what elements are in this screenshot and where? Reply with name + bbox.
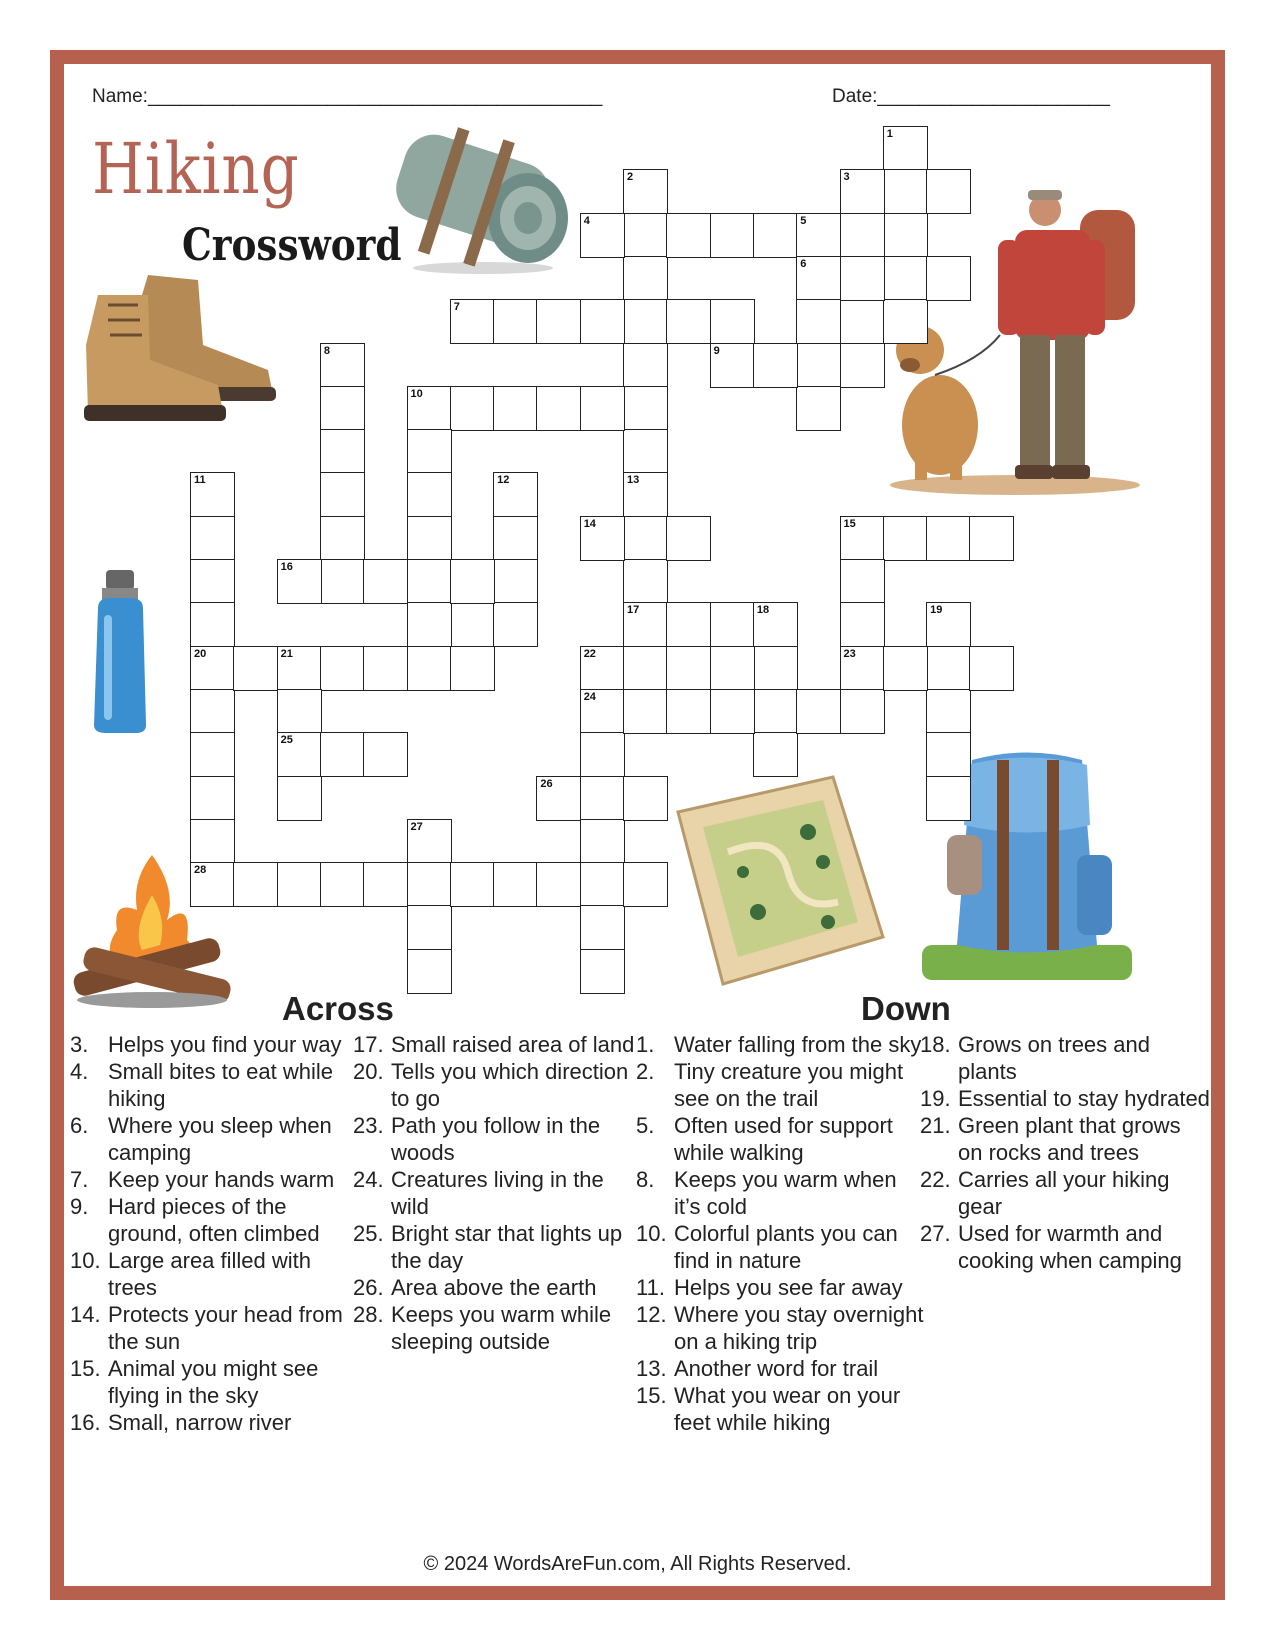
grid-cell[interactable] <box>796 689 841 734</box>
grid-cell[interactable] <box>493 299 538 344</box>
clue-num: 21. <box>920 1113 951 1138</box>
clue-num: 9. <box>70 1194 89 1219</box>
grid-cell[interactable] <box>580 299 625 344</box>
grid-cell[interactable] <box>926 516 971 561</box>
grid-cell[interactable] <box>753 646 798 691</box>
grid-cell[interactable] <box>580 213 625 258</box>
grid-cell[interactable] <box>796 343 841 388</box>
clue-number: 5 <box>800 214 807 227</box>
across-clue <box>70 1301 360 1355</box>
clue-number: 7 <box>453 301 460 314</box>
clue-number: 19 <box>930 604 943 617</box>
grid-cell[interactable] <box>840 169 885 214</box>
clue-text: Creatures living in the wild <box>391 1167 604 1219</box>
grid-cell[interactable] <box>407 602 452 647</box>
grid-cell[interactable] <box>666 516 711 561</box>
clue-num: 27. <box>920 1221 951 1246</box>
grid-cell[interactable] <box>320 343 365 388</box>
grid-cell[interactable] <box>363 559 408 604</box>
across-clue <box>70 1112 360 1166</box>
clue-number: 20 <box>194 647 207 660</box>
down-clue <box>636 1382 926 1436</box>
clue-num: 15. <box>70 1356 101 1381</box>
grid-cell[interactable] <box>666 646 711 691</box>
grid-cell[interactable] <box>710 646 755 691</box>
grid-cell[interactable] <box>233 646 278 691</box>
across-clue <box>70 1031 360 1058</box>
grid-cell[interactable] <box>407 646 452 691</box>
grid-cell[interactable] <box>623 299 668 344</box>
across-clue <box>70 1409 360 1436</box>
down-clue <box>920 1031 1210 1085</box>
grid-cell[interactable] <box>320 386 365 431</box>
trail-map-illustration <box>668 772 893 990</box>
clue-num: 26. <box>353 1275 384 1300</box>
down-clues-col2 <box>920 1031 1210 1274</box>
across-clue <box>353 1031 643 1058</box>
clue-number: 12 <box>497 474 510 487</box>
grid-cell[interactable] <box>623 646 668 691</box>
grid-cell[interactable] <box>536 299 581 344</box>
clue-num: 19. <box>920 1086 951 1111</box>
grid-cell[interactable] <box>753 213 798 258</box>
grid-cell[interactable] <box>536 862 581 907</box>
grid-cell[interactable] <box>753 343 798 388</box>
grid-cell[interactable] <box>926 256 971 301</box>
clue-number: 23 <box>843 647 856 660</box>
clue-text: Hard pieces of the ground, often climbed <box>108 1194 320 1246</box>
grid-cell[interactable] <box>363 646 408 691</box>
clue-text: Where you stay overnight on a hiking trip <box>674 1302 924 1354</box>
clue-number: 16 <box>280 561 293 573</box>
clue-num: 24. <box>353 1167 384 1192</box>
grid-cell[interactable] <box>407 516 452 561</box>
grid-cell[interactable] <box>407 905 452 950</box>
title-crossword: Crossword <box>182 220 402 271</box>
grid-cell[interactable] <box>840 343 885 388</box>
grid-cell[interactable] <box>623 472 668 517</box>
clue-text: What you wear on your feet while hiking <box>674 1383 901 1435</box>
clue-text: Helps you find your way <box>108 1032 342 1057</box>
across-clue <box>70 1247 360 1301</box>
across-clues-col1 <box>70 1031 360 1436</box>
clue-num: 22. <box>920 1167 951 1192</box>
clue-num: 16. <box>70 1410 101 1435</box>
across-clue <box>353 1058 643 1112</box>
grid-cell[interactable] <box>926 732 971 777</box>
clue-text: Animal you might see flying in the sky <box>108 1356 319 1408</box>
clue-text: Small, narrow river <box>108 1410 292 1435</box>
grid-cell[interactable] <box>840 256 885 301</box>
clue-text: Area above the earth <box>391 1275 597 1300</box>
grid-cell[interactable] <box>277 689 322 734</box>
clue-num: 5. <box>636 1113 655 1138</box>
grid-cell[interactable] <box>753 602 798 647</box>
clue-text: Keeps you warm while sleeping outside <box>391 1302 612 1354</box>
grid-cell[interactable] <box>190 646 235 691</box>
clue-num: 4. <box>70 1059 89 1084</box>
grid-cell[interactable] <box>840 516 885 561</box>
clue-num: 8. <box>636 1167 655 1192</box>
clue-num: 6. <box>70 1113 89 1138</box>
grid-cell[interactable] <box>493 386 538 431</box>
grid-cell[interactable] <box>883 213 928 258</box>
grid-cell[interactable] <box>926 689 971 734</box>
grid-cell[interactable] <box>190 559 235 604</box>
grid-cell[interactable] <box>580 732 625 777</box>
grid-cell[interactable] <box>190 862 235 907</box>
across-clue <box>353 1112 643 1166</box>
down-clue <box>920 1166 1210 1220</box>
grid-cell[interactable] <box>580 689 625 734</box>
clue-num: 1. <box>636 1032 655 1057</box>
grid-cell[interactable] <box>580 819 625 864</box>
grid-cell[interactable] <box>623 602 668 647</box>
grid-cell[interactable] <box>883 169 928 214</box>
across-clue <box>353 1166 643 1220</box>
grid-cell[interactable] <box>623 559 668 604</box>
clue-number: 26 <box>540 777 553 790</box>
grid-cell[interactable] <box>320 429 365 474</box>
clue-text: Essential to stay hydrated <box>958 1086 1210 1111</box>
grid-cell[interactable] <box>666 299 711 344</box>
grid-cell[interactable] <box>320 559 365 604</box>
clue-num: 25. <box>353 1221 384 1246</box>
grid-cell[interactable] <box>623 689 668 734</box>
grid-cell[interactable] <box>450 386 495 431</box>
grid-cell[interactable] <box>840 602 885 647</box>
grid-cell[interactable] <box>190 516 235 561</box>
grid-cell[interactable] <box>580 776 625 821</box>
grid-cell[interactable] <box>190 689 235 734</box>
grid-cell[interactable] <box>796 299 841 344</box>
clue-text: Path you follow in the woods <box>391 1113 601 1165</box>
grid-cell[interactable] <box>320 472 365 517</box>
across-heading: Across <box>282 990 394 1027</box>
grid-cell[interactable] <box>536 386 581 431</box>
clue-num: 15. <box>636 1383 667 1408</box>
clue-text: Colorful plants you can find in nature <box>674 1221 898 1273</box>
clue-number: 4 <box>583 214 590 227</box>
clue-num: 17. <box>353 1032 384 1057</box>
down-clue <box>636 1166 926 1220</box>
down-clues-col1 <box>636 1031 926 1436</box>
date-field[interactable]: Date:______________________ <box>832 86 1110 107</box>
grid-cell[interactable] <box>796 213 841 258</box>
clue-number: 27 <box>410 820 423 833</box>
clue-number: 6 <box>800 257 807 270</box>
across-clue <box>70 1355 360 1409</box>
clue-number: 28 <box>194 864 207 877</box>
grid-cell[interactable] <box>623 516 668 561</box>
grid-cell[interactable] <box>623 776 668 821</box>
grid-cell[interactable] <box>710 299 755 344</box>
water-bottle-illustration <box>88 570 153 735</box>
grid-cell[interactable] <box>753 689 798 734</box>
grid-cell[interactable] <box>407 819 452 864</box>
clue-num: 23. <box>353 1113 384 1138</box>
clue-number: 14 <box>583 517 596 530</box>
across-clue <box>70 1193 360 1247</box>
grid-cell[interactable] <box>796 256 841 301</box>
clue-num: 10. <box>70 1248 101 1273</box>
clue-number: 18 <box>756 604 770 617</box>
clue-number: 13 <box>627 474 640 487</box>
grid-cell[interactable] <box>710 602 755 647</box>
grid-cell[interactable] <box>190 776 235 821</box>
clue-number: 25 <box>280 734 293 747</box>
down-clue <box>636 1058 926 1112</box>
grid-cell[interactable] <box>190 819 235 864</box>
clue-num: 11. <box>636 1275 665 1300</box>
name-field[interactable]: Name:___________________________________________ <box>92 86 603 107</box>
clue-text: Tiny creature you might see on the trail <box>674 1059 904 1111</box>
clue-number: 2 <box>627 171 634 184</box>
grid-cell[interactable] <box>926 602 971 647</box>
clue-number: 22 <box>583 647 596 660</box>
clue-text: Keep your hands warm <box>108 1167 335 1192</box>
copyright-footer: © 2024 WordsAreFun.com, All Rights Reserved. <box>423 1553 852 1575</box>
grid-cell[interactable] <box>363 862 408 907</box>
clue-text: Keeps you warm when it’s cold <box>674 1167 897 1219</box>
grid-cell[interactable] <box>493 472 538 517</box>
clue-text: Small bites to eat while hiking <box>108 1059 333 1111</box>
grid-cell[interactable] <box>840 646 885 691</box>
grid-cell[interactable] <box>320 862 365 907</box>
grid-cell[interactable] <box>840 559 885 604</box>
grid-cell[interactable] <box>277 732 322 777</box>
clue-number: 21 <box>280 647 293 660</box>
clue-text: Carries all your hiking gear <box>958 1167 1170 1219</box>
grid-cell[interactable] <box>883 646 928 691</box>
grid-cell[interactable] <box>623 256 668 301</box>
grid-cell[interactable] <box>320 732 365 777</box>
clue-text: Large area filled with trees <box>108 1248 312 1300</box>
grid-cell[interactable] <box>840 689 885 734</box>
grid-cell[interactable] <box>320 516 365 561</box>
down-clue <box>636 1274 926 1301</box>
grid-cell[interactable] <box>493 862 538 907</box>
grid-cell[interactable] <box>407 386 452 431</box>
grid-cell[interactable] <box>407 949 452 994</box>
clue-text: Protects your head from the sun <box>108 1302 343 1354</box>
grid-cell[interactable] <box>450 559 495 604</box>
grid-cell[interactable] <box>753 732 798 777</box>
grid-cell[interactable] <box>623 386 668 431</box>
grid-cell[interactable] <box>493 516 538 561</box>
clue-text: Used for warmth and cooking when camping <box>958 1221 1182 1273</box>
clue-number: 11 <box>194 474 206 487</box>
clue-text: Grows on trees and plants <box>958 1032 1150 1084</box>
grid-cell[interactable] <box>277 776 322 821</box>
clue-number: 15 <box>843 517 856 530</box>
across-clue <box>70 1058 360 1112</box>
grid-cell[interactable] <box>623 862 668 907</box>
clue-num: 13. <box>636 1356 667 1381</box>
grid-cell[interactable] <box>883 516 928 561</box>
grid-cell[interactable] <box>580 949 625 994</box>
grid-cell[interactable] <box>450 299 495 344</box>
grid-cell[interactable] <box>580 862 625 907</box>
grid-cell[interactable] <box>666 689 711 734</box>
sleeping-bag-illustration <box>388 118 578 278</box>
grid-cell[interactable] <box>623 343 668 388</box>
grid-cell[interactable] <box>190 732 235 777</box>
grid-cell[interactable] <box>623 429 668 474</box>
grid-cell[interactable] <box>407 559 452 604</box>
across-clue <box>353 1274 643 1301</box>
grid-cell[interactable] <box>363 732 408 777</box>
grid-cell[interactable] <box>840 213 885 258</box>
clue-num: 2. <box>636 1059 655 1084</box>
grid-cell[interactable] <box>710 343 755 388</box>
clue-num: 18. <box>920 1032 951 1057</box>
grid-cell[interactable] <box>277 862 322 907</box>
grid-cell[interactable] <box>450 862 495 907</box>
grid-cell[interactable] <box>796 386 841 431</box>
clue-text: Often used for support while walking <box>674 1113 893 1165</box>
grid-cell[interactable] <box>580 905 625 950</box>
across-clues-col2 <box>353 1031 643 1355</box>
down-clue <box>636 1031 926 1058</box>
grid-cell[interactable] <box>883 299 928 344</box>
clue-text: Green plant that grows on rocks and trees <box>958 1113 1181 1165</box>
title-hiking: Hiking <box>92 128 300 210</box>
clue-num: 20. <box>353 1059 384 1084</box>
grid-cell[interactable] <box>926 646 971 691</box>
down-clue <box>920 1112 1210 1166</box>
grid-cell[interactable] <box>407 429 452 474</box>
clue-number: 10 <box>410 387 423 400</box>
grid-cell[interactable] <box>450 646 495 691</box>
grid-cell[interactable] <box>883 126 928 171</box>
grid-cell[interactable] <box>580 646 625 691</box>
grid-cell[interactable] <box>926 169 971 214</box>
clue-number: 3 <box>843 171 850 184</box>
down-clue <box>636 1355 926 1382</box>
hiking-boots-illustration <box>78 265 288 430</box>
grid-cell[interactable] <box>407 862 452 907</box>
grid-cell[interactable] <box>277 559 322 604</box>
across-clue <box>353 1301 643 1355</box>
clue-num: 28. <box>353 1302 384 1327</box>
grid-cell[interactable] <box>277 646 322 691</box>
grid-cell[interactable] <box>623 169 668 214</box>
clue-text: Water falling from the sky <box>674 1032 922 1057</box>
grid-cell[interactable] <box>883 256 928 301</box>
grid-cell[interactable] <box>666 602 711 647</box>
grid-cell[interactable] <box>969 516 1014 561</box>
grid-cell[interactable] <box>233 862 278 907</box>
clue-number: 1 <box>886 128 893 140</box>
clue-number: 17 <box>627 604 640 617</box>
grid-cell[interactable] <box>623 213 668 258</box>
down-clue <box>636 1301 926 1355</box>
clue-text: Tells you which direction to go <box>391 1059 629 1111</box>
across-clue <box>353 1220 643 1274</box>
clue-text: Helps you see far away <box>674 1275 903 1300</box>
grid-cell[interactable] <box>969 646 1014 691</box>
clue-num: 14. <box>70 1302 101 1327</box>
clue-num: 10. <box>636 1221 667 1246</box>
down-clue <box>920 1085 1210 1112</box>
across-clue <box>70 1166 360 1193</box>
clue-num: 7. <box>70 1167 89 1192</box>
down-heading: Down <box>861 990 951 1027</box>
grid-cell[interactable] <box>580 516 625 561</box>
clue-num: 3. <box>70 1032 89 1057</box>
grid-cell[interactable] <box>493 602 538 647</box>
clue-number: 8 <box>323 344 331 357</box>
grid-cell[interactable] <box>666 213 711 258</box>
down-clue <box>636 1112 926 1166</box>
clue-text: Where you sleep when camping <box>108 1113 332 1165</box>
grid-cell[interactable] <box>536 776 581 821</box>
grid-cell[interactable] <box>190 472 235 517</box>
grid-cell[interactable] <box>710 213 755 258</box>
clue-text: Small raised area of land <box>391 1032 635 1057</box>
grid-cell[interactable] <box>190 602 235 647</box>
down-clue <box>636 1220 926 1274</box>
clue-text: Bright star that lights up the day <box>391 1221 623 1273</box>
clue-number: 24 <box>583 690 596 703</box>
down-clue <box>920 1220 1210 1274</box>
clue-num: 12. <box>636 1302 667 1327</box>
clue-text: Another word for trail <box>674 1356 879 1381</box>
grid-cell[interactable] <box>580 386 625 431</box>
grid-cell[interactable] <box>407 472 452 517</box>
clue-number: 9 <box>713 344 720 357</box>
grid-cell[interactable] <box>710 689 755 734</box>
grid-cell[interactable] <box>320 646 365 691</box>
grid-cell[interactable] <box>493 559 538 604</box>
grid-cell[interactable] <box>926 776 971 821</box>
